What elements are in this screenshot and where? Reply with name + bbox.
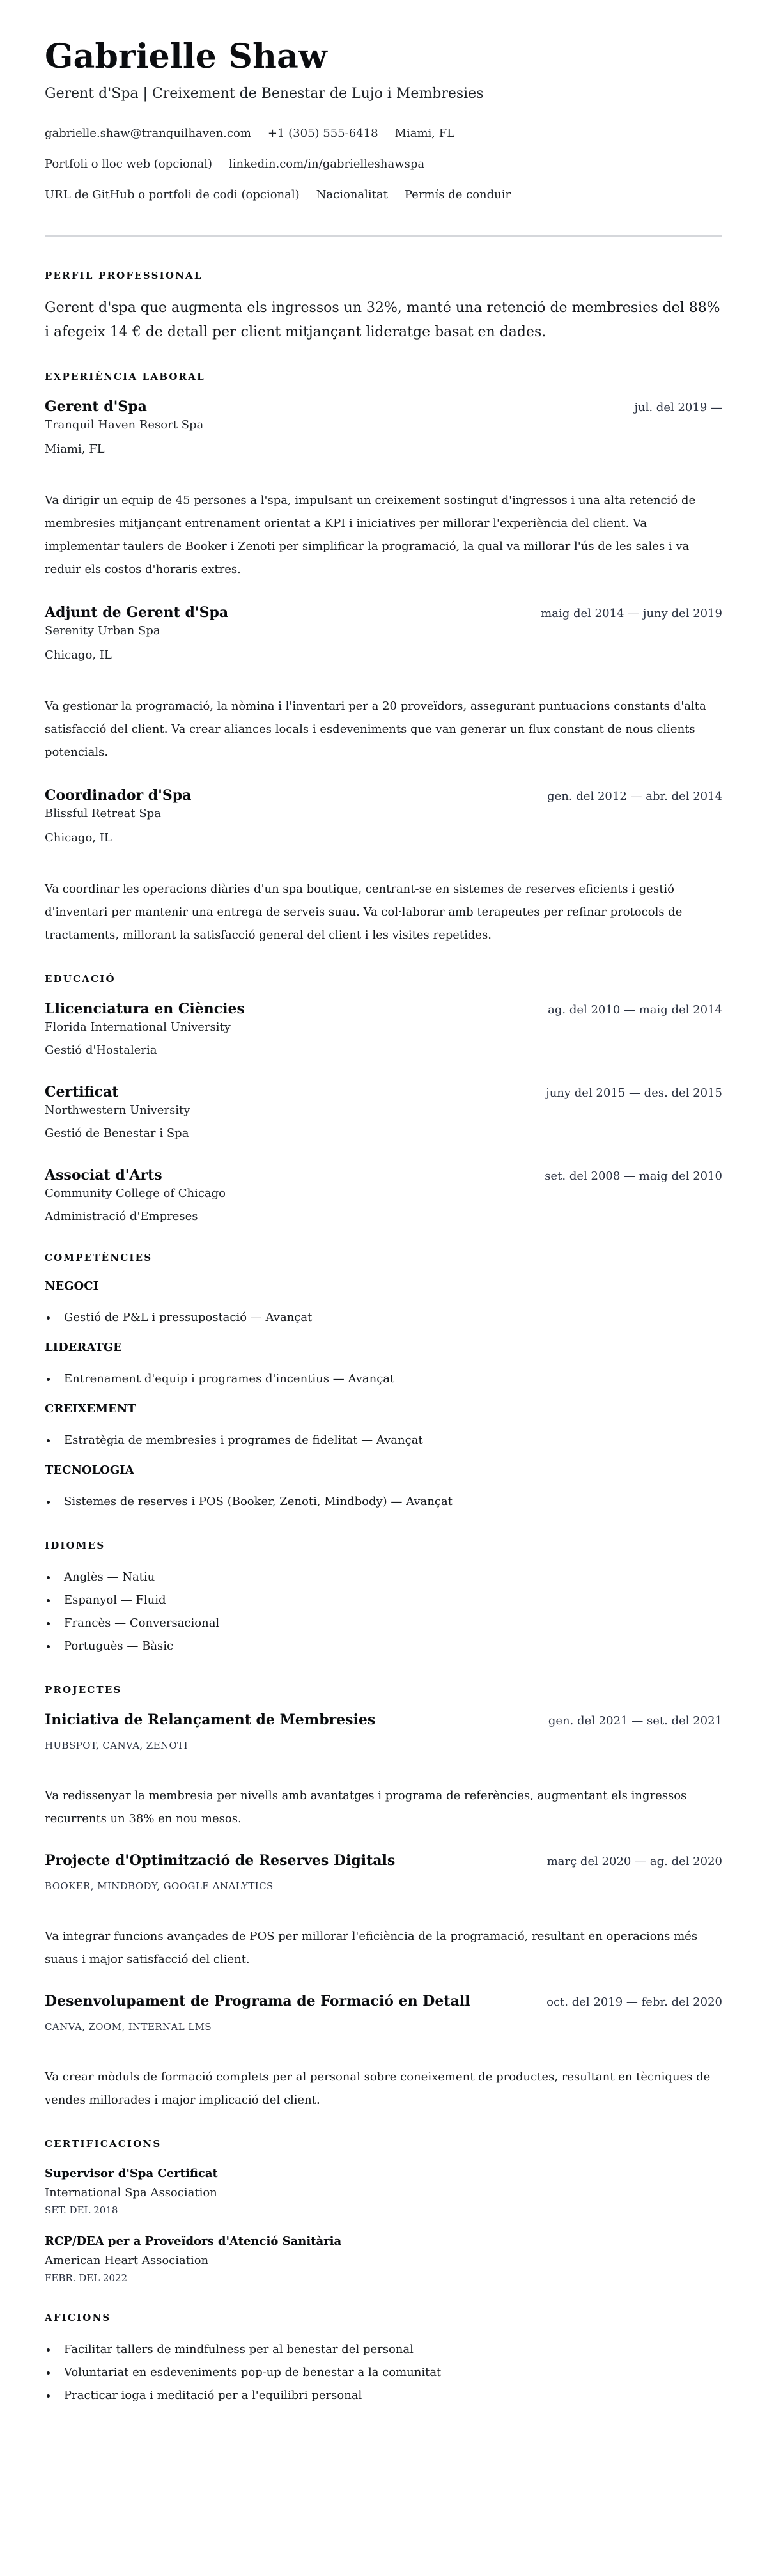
skill-group xyxy=(45,1339,722,1391)
contact-row-primary xyxy=(45,125,722,142)
project-entry xyxy=(45,1851,722,1971)
project-description: Va redissenyar la membresia per nivells amb avantatges i programa de referències, augmentant els ingressos recurrents un 38% en nou mesos. xyxy=(45,1789,687,1825)
project-dates: març del 2020 — ag. del 2020 xyxy=(546,1855,722,1868)
job-title: Coordinador d'Spa xyxy=(45,787,192,804)
education-entry xyxy=(45,1082,722,1143)
language-item: Espanyol — Fluid xyxy=(45,1589,722,1612)
school-name: Florida International University xyxy=(45,1020,231,1034)
project-tech: BOOKER, MINDBODY, GOOGLE ANALYTICS xyxy=(45,1880,274,1892)
job-dates: jul. del 2019 — xyxy=(634,401,722,414)
skill-group xyxy=(45,1278,722,1329)
experience-entry xyxy=(45,786,722,947)
hobby-item: Practicar ioga i meditació per a l'equilibri personal xyxy=(45,2384,722,2407)
summary-text: Gerent d'spa que augmenta els ingressos un 32%, manté una retenció de membresies del 88% i afegeix 14 € de detall per client mitjançant lideratge basat en dades. xyxy=(45,300,720,340)
section-summary xyxy=(45,269,722,345)
study-field: Gestió d'Hostaleria xyxy=(45,1043,157,1057)
skill-group-title: NEGOCI xyxy=(45,1279,98,1293)
project-dates: oct. del 2019 — febr. del 2020 xyxy=(546,1995,722,2009)
skill-group-title: LIDERATGE xyxy=(45,1341,122,1354)
section-education xyxy=(45,972,722,1226)
job-dates: maig del 2014 — juny del 2019 xyxy=(541,607,722,620)
job-company: Tranquil Haven Resort Spa xyxy=(45,418,204,432)
job-description: Va coordinar les operacions diàries d'un spa boutique, centrant-se en sistemes de reserves eficients i gestió d'inventari per mantenir una entrega de serveis suau. Va col·laborar amb terapeutes per refinar protocols de tractaments, millorant la satisfacció general del client i les visites repetides. xyxy=(45,882,683,942)
project-name: Projecte d'Optimització de Reserves Digitals xyxy=(45,1852,396,1869)
header-divider xyxy=(45,235,722,237)
certification-entry xyxy=(45,2164,722,2218)
job-company: Serenity Urban Spa xyxy=(45,624,160,637)
job-location: Chicago, IL xyxy=(45,648,112,662)
hobby-item: Voluntariat en esdeveniments pop-up de benestar a la comunitat xyxy=(45,2361,722,2384)
resume-header xyxy=(45,37,722,203)
certification-entry xyxy=(45,2232,722,2286)
contact-phone[interactable]: +1 (305) 555-6418 xyxy=(267,127,378,140)
job-location: Miami, FL xyxy=(45,442,105,456)
section-title-hobbies: AFICIONS xyxy=(45,2312,111,2323)
education-dates: ag. del 2010 — maig del 2014 xyxy=(548,1003,722,1017)
skill-item: Sistemes de reserves i POS (Booker, Zenoti, Mindbody) — Avançat xyxy=(45,1490,722,1513)
section-title-summary: PERFIL PROFESSIONAL xyxy=(45,270,203,281)
project-entry xyxy=(45,1992,722,2112)
job-dates: gen. del 2012 — abr. del 2014 xyxy=(547,790,722,803)
project-description: Va integrar funcions avançades de POS per millorar l'eficiència de la programació, resultant en operacions més suaus i major satisfacció del client. xyxy=(45,1930,698,1966)
degree-title: Llicenciatura en Ciències xyxy=(45,1001,245,1017)
contact-row-extra xyxy=(45,187,722,203)
section-projects xyxy=(45,1683,722,2112)
job-title: Adjunt de Gerent d'Spa xyxy=(45,604,229,621)
degree-title: Associat d'Arts xyxy=(45,1167,162,1183)
job-company: Blissful Retreat Spa xyxy=(45,807,161,820)
project-name: Desenvolupament de Programa de Formació en Detall xyxy=(45,1993,470,2010)
section-title-projects: PROJECTES xyxy=(45,1684,122,1696)
section-title-languages: IDIOMES xyxy=(45,1540,105,1551)
certification-name: RCP/DEA per a Proveïdors d'Atenció Sanitària xyxy=(45,2235,342,2248)
language-item: Anglès — Natiu xyxy=(45,1566,722,1589)
certification-date: FEBR. DEL 2022 xyxy=(45,2272,128,2284)
job-title: Gerent d'Spa xyxy=(45,398,147,415)
skill-item: Entrenament d'equip i programes d'incentius — Avançat xyxy=(45,1368,722,1391)
section-certifications xyxy=(45,2137,722,2286)
contact-github[interactable]: URL de GitHub o portfoli de codi (opcional) xyxy=(45,188,300,201)
contact-email[interactable]: gabrielle.shaw@tranquilhaven.com xyxy=(45,127,251,140)
education-entry xyxy=(45,999,722,1059)
section-title-education: EDUCACIÓ xyxy=(45,973,116,985)
skill-item: Gestió de P&L i pressupostació — Avançat xyxy=(45,1306,722,1329)
project-name: Iniciativa de Relançament de Membresies xyxy=(45,1712,376,1728)
certification-date: SET. DEL 2018 xyxy=(45,2205,118,2216)
job-location: Chicago, IL xyxy=(45,831,112,845)
project-entry xyxy=(45,1710,722,1831)
contact-linkedin[interactable]: linkedin.com/in/gabrielleshawspa xyxy=(228,157,425,171)
section-skills xyxy=(45,1251,722,1513)
contact-driving-license: Permís de conduir xyxy=(404,188,511,201)
education-dates: juny del 2015 — des. del 2015 xyxy=(546,1086,722,1100)
school-name: Community College of Chicago xyxy=(45,1187,226,1200)
school-name: Northwestern University xyxy=(45,1104,190,1117)
contact-location: Miami, FL xyxy=(394,127,455,140)
job-description: Va dirigir un equip de 45 persones a l'spa, impulsant un creixement sostingut d'ingressos i una alta retenció de membresies mitjançant entrenament orientat a KPI i iniciatives per millorar l'experiència del client. Va implementar taulers de Booker i Zenoti per simplificar la programació, la qual va millorar l'ús de les sales i va reduir els costos d'horaris extres. xyxy=(45,494,696,576)
skill-group-title: CREIXEMENT xyxy=(45,1402,136,1416)
skill-item: Estratègia de membresies i programes de fidelitat — Avançat xyxy=(45,1429,722,1452)
skill-group xyxy=(45,1462,722,1513)
degree-title: Certificat xyxy=(45,1084,119,1100)
study-field: Gestió de Benestar i Spa xyxy=(45,1127,189,1140)
certification-issuer: International Spa Association xyxy=(45,2186,217,2199)
education-dates: set. del 2008 — maig del 2010 xyxy=(545,1169,722,1183)
language-item: Francès — Conversacional xyxy=(45,1612,722,1635)
section-title-experience: EXPERIÈNCIA LABORAL xyxy=(45,371,205,382)
contact-row-links xyxy=(45,156,722,173)
skill-group xyxy=(45,1401,722,1452)
candidate-name: Gabrielle Shaw xyxy=(45,37,328,76)
education-entry xyxy=(45,1166,722,1226)
section-hobbies xyxy=(45,2311,722,2407)
certification-issuer: American Heart Association xyxy=(45,2254,209,2267)
candidate-headline: Gerent d'Spa | Creixement de Benestar de Lujo i Membresies xyxy=(45,86,484,102)
experience-entry xyxy=(45,603,722,764)
contact-nationality: Nacionalitat xyxy=(316,188,388,201)
language-item: Portuguès — Bàsic xyxy=(45,1635,722,1658)
experience-entry xyxy=(45,397,722,581)
job-description: Va gestionar la programació, la nòmina i l'inventari per a 20 proveïdors, assegurant puntuacions constants d'alta satisfacció del client. Va crear aliances locals i esdeveniments que van generar un flux constant de nous clients potencials. xyxy=(45,699,706,759)
section-title-certifications: CERTIFICACIONS xyxy=(45,2138,162,2150)
project-tech: HUBSPOT, CANVA, ZENOTI xyxy=(45,1740,188,1751)
section-languages xyxy=(45,1539,722,1658)
project-description: Va crear mòduls de formació complets per al personal sobre coneixement de productes, resultant en tècniques de vendes millorades i major implicació del client. xyxy=(45,2070,711,2107)
project-dates: gen. del 2021 — set. del 2021 xyxy=(548,1714,722,1728)
contact-portfolio[interactable]: Portfoli o lloc web (opcional) xyxy=(45,157,212,171)
project-tech: CANVA, ZOOM, INTERNAL LMS xyxy=(45,2021,212,2033)
study-field: Administració d'Empreses xyxy=(45,1210,198,1223)
section-title-skills: COMPETÈNCIES xyxy=(45,1252,153,1263)
hobby-item: Facilitar tallers de mindfulness per al benestar del personal xyxy=(45,2338,722,2361)
skill-group-title: TECNOLOGIA xyxy=(45,1464,134,1477)
section-experience xyxy=(45,370,722,947)
certification-name: Supervisor d'Spa Certificat xyxy=(45,2167,218,2180)
